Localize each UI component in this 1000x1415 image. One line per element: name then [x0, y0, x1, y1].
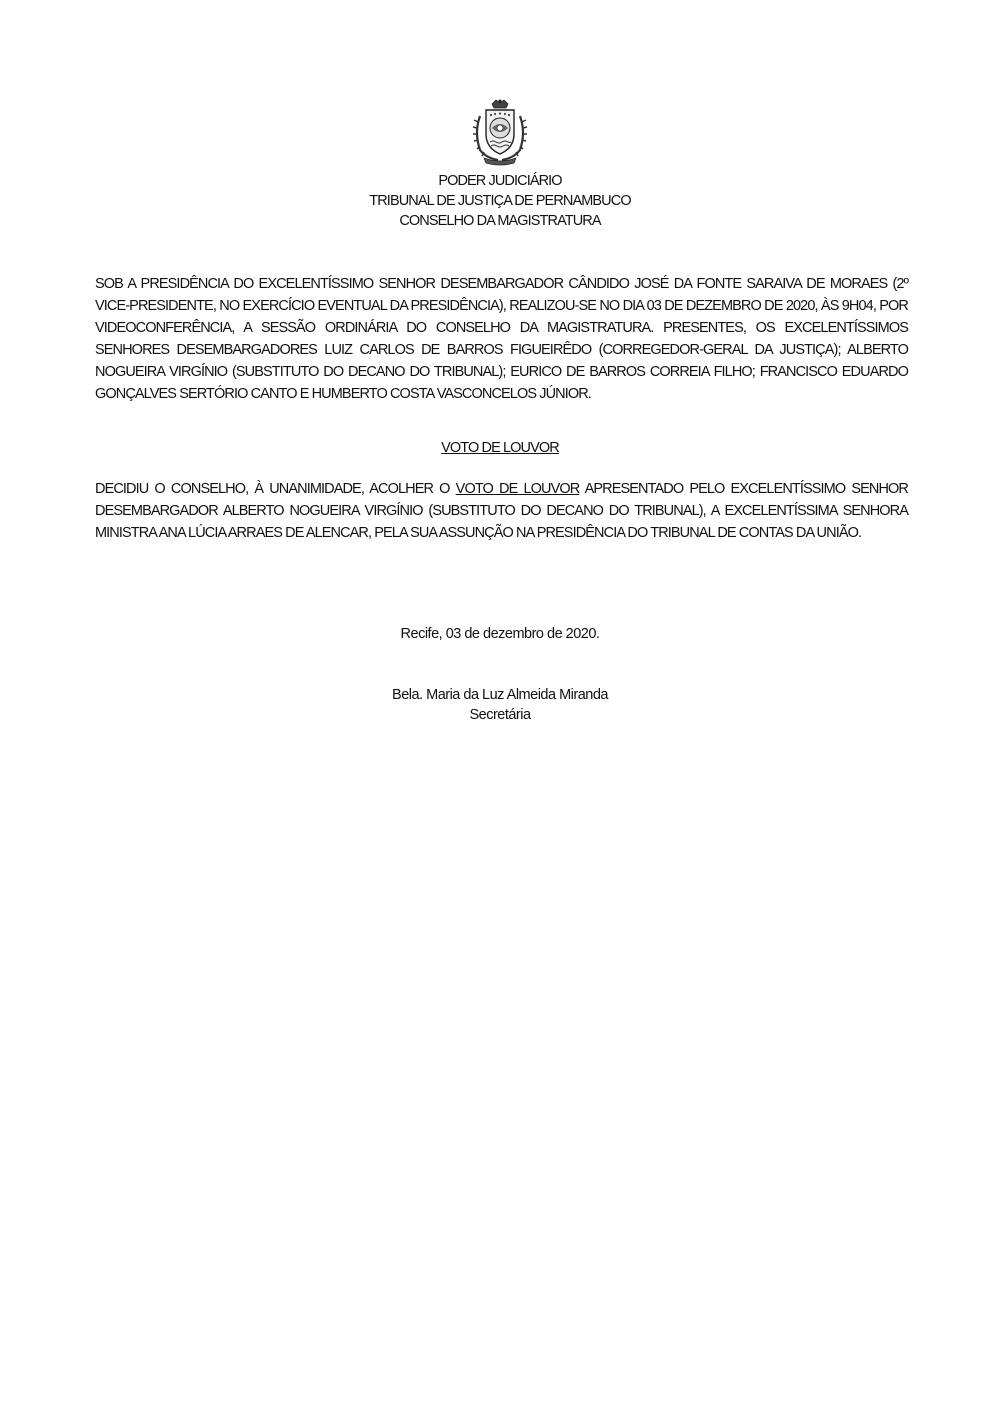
document-header: [0, 171, 1000, 231]
section-title-text: VOTO DE LOUVOR: [441, 440, 559, 456]
decision-paragraph: [95, 478, 908, 544]
header-line-court: TRIBUNAL DE JUSTIÇA DE PERNAMBUCO: [369, 193, 631, 209]
signature-block: [0, 685, 1000, 725]
decision-text-underlined: VOTO DE LOUVOR: [455, 481, 580, 497]
session-paragraph: SOB A PRESIDÊNCIA DO EXCELENTÍSSIMO SENHOR DESEMBARGADOR CÂNDIDO JOSÉ DA FONTE SARAIVA DE MORAES (2º VICE-PRESIDENTE, NO EXERCÍCIO EVENTUAL DA PRESIDÊNCIA), REALIZOU-SE NO DIA 03 DE DEZEMBRO DE 2020, ÀS 9H04, POR VIDEOCONFERÊNCIA, A SESSÃO ORDINÁRIA DO CONSELHO DA MAGISTRATURA. PRESENTES, OS EXCELENTÍSSIMOS SENHORES DESEMBARGADORES LUIZ CARLOS DE BARROS FIGUEIRÊDO (CORREGEDOR-GERAL DA JUSTIÇA); ALBERTO NOGUEIRA VIRGÍNIO (SUBSTITUTO DO DECANO DO TRIBUNAL); EURICO DE BARROS CORREIA FILHO; FRANCISCO EDUARDO GONÇALVES SERTÓRIO CANTO E HUMBERTO COSTA VASCONCELOS JÚNIOR.: [95, 276, 908, 402]
signature-role: Secretária: [469, 707, 531, 723]
signature-name: Bela. Maria da Luz Almeida Miranda: [392, 687, 608, 703]
decision-text-before: DECIDIU O CONSELHO, À UNANIMIDADE, ACOLHER O: [95, 481, 456, 497]
section-title: [0, 438, 1000, 458]
dateline: Recife, 03 de dezembro de 2020.: [400, 626, 600, 642]
header-line-power: PODER JUDICIÁRIO: [438, 173, 562, 189]
header-line-council: CONSELHO DA MAGISTRATURA: [399, 213, 601, 229]
decision-text-after: APRESENTADO PELO EXCELENTÍSSIMO SENHOR DESEMBARGADOR ALBERTO NOGUEIRA VIRGÍNIO (SUBSTITUTO DO DECANO DO TRIBUNAL), A EXCELENTÍSSIMA SENHORA MINISTRA ANA LÚCIA ARRAES DE ALENCAR, PELA SUA ASSUNÇÃO NA PRESIDÊNCIA DO TRIBUNAL DE CONTAS DA UNIÃO.: [95, 481, 908, 541]
coat-of-arms-icon: [470, 98, 530, 166]
